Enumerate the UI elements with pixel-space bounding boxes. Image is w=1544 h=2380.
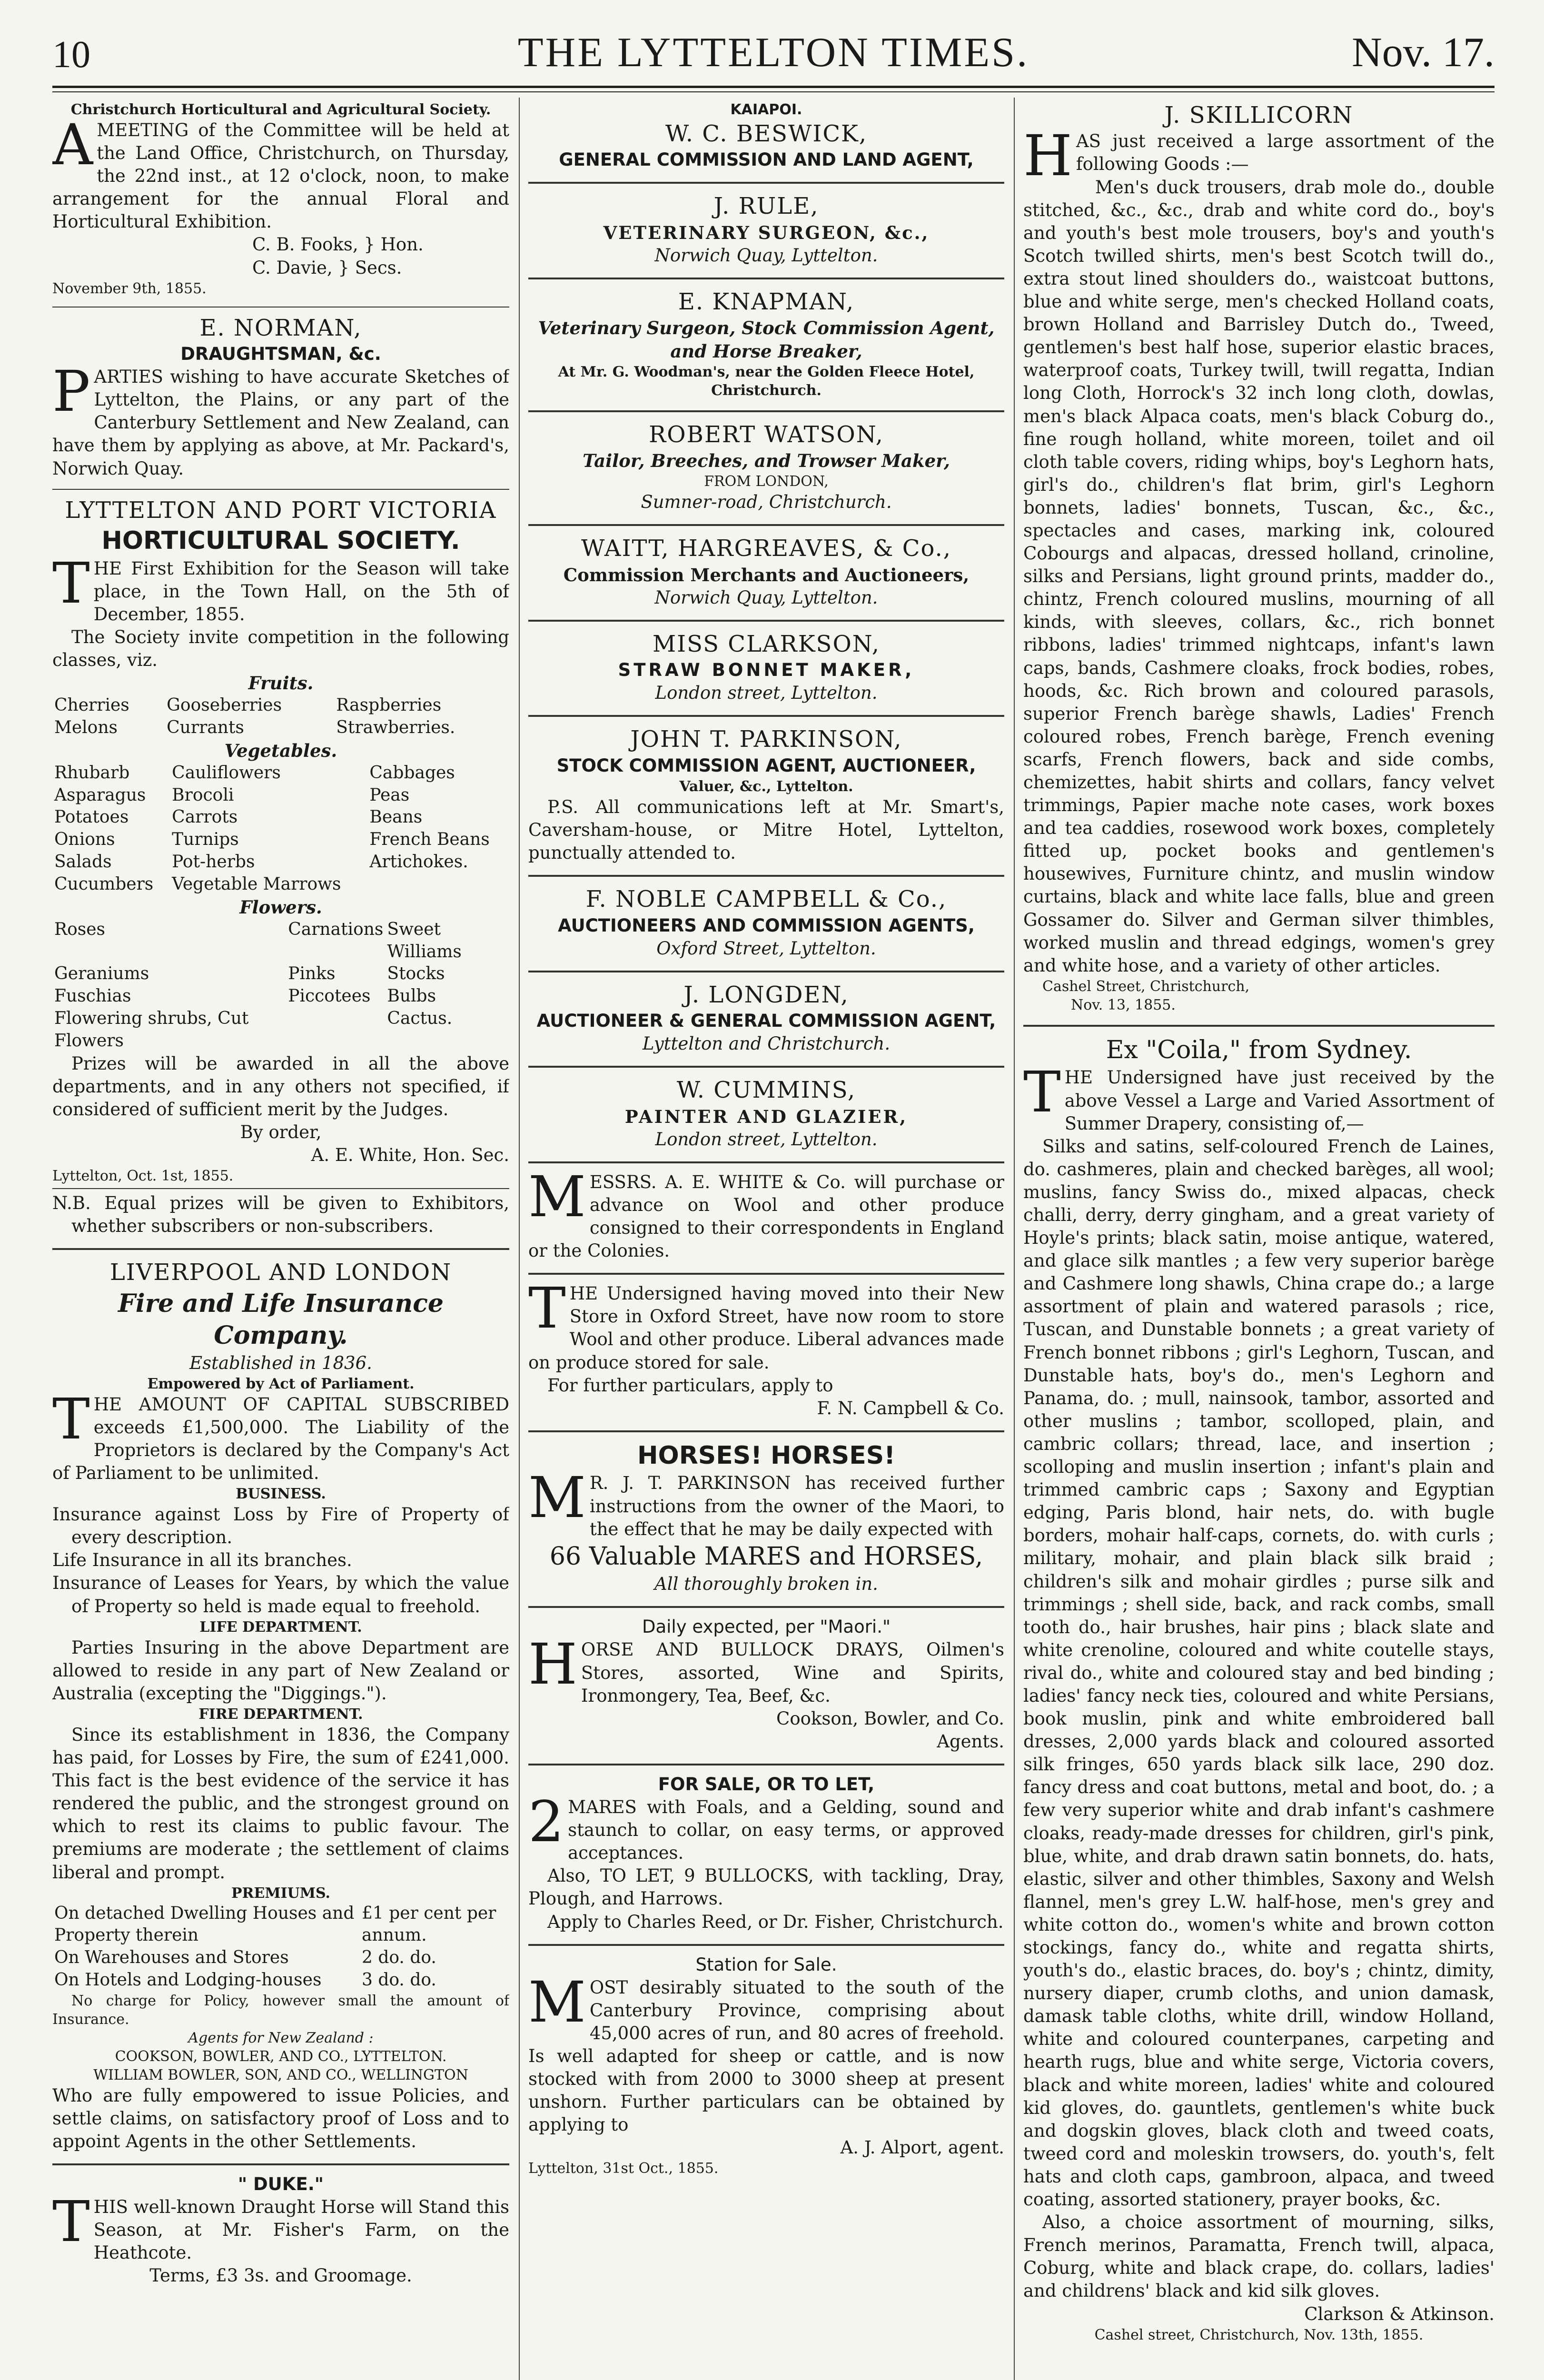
ad-separator [528,1066,1004,1068]
ad-body: THE Undersigned have just received by the above Vessel a Large and Varied Assortment of Summer Drapery, consisting of,— [1023,1059,1495,1134]
table-cell: On Warehouses and Stores [54,1948,289,1968]
ad-title: DRAUGHTSMAN, &c. [180,344,381,365]
ad-place: KAIAPOI. [730,101,802,118]
table-cell [286,1008,385,1052]
ad-heading: HORTICULTURAL SOCIETY. [101,526,460,555]
ad-signature: A. J. Alport, agent. [840,2137,1004,2158]
issue-date: Nov. 17. [1352,30,1495,76]
page-header [52,29,1495,81]
ad-name: J. LONGDEN, [683,981,849,1008]
insurance-ad [52,1255,509,2159]
flowers-table [52,919,509,1052]
list-label: Vegetables. [224,740,337,761]
table-cell: Flowering shrubs, Cut Flowers [54,1008,249,1051]
table-cell: French Beans [369,830,490,850]
ad-separator [528,1273,1004,1275]
ad-address: London street, Lyttelton. [655,1129,878,1150]
section-label: LIFE DEPARTMENT. [199,1618,362,1636]
ad-signature: Clarkson & Atkinson. [1304,2303,1495,2324]
table-row [52,919,509,963]
table-cell: Onions [54,830,115,850]
ad-body: MESSRS. A. E. WHITE & Co. will purchase or advance on Wool and other produce consigned to their correspondents in England or the Colonies. [528,1163,1004,1261]
table-row [52,806,509,829]
ad-heading: HORSES! HORSES! [637,1441,895,1470]
ad-body: Apply to Charles Reed, or Dr. Fisher, Christchurch. [547,1911,1004,1932]
agent-name: COOKSON, BOWLER, AND CO., LYTTELTON. [115,2048,447,2065]
ad-body: For further particulars, apply to [547,1375,833,1396]
ad-body: AMEETING of the Committee will be held at the Land Office, Christchurch, on Thursday, the 22nd inst., at 12 o'clock, noon, to make arrangement for the annual Floral and Horticultural Exhibition. [52,112,509,232]
coila-ad [1023,1031,1495,2350]
ad-body: Prizes will be awarded in all the above departments, and in any others not specified, if considered of sufficient merit by the Judges. [52,1053,509,1120]
table-cell: Potatoes [54,807,129,827]
ad-subheading: Established in 1836. [189,1352,372,1373]
table-row [52,985,509,1008]
table-cell: Turnips [172,830,239,850]
ad-body: THE First Exhibition for the Season will take place, in the Town Hall, on the 5th of December, 1855. [52,550,509,625]
ad-separator [52,1188,509,1189]
table-cell: Piccotees [288,986,371,1006]
ad-signature: C. Davie, } Secs. [252,257,402,278]
table-cell: 3 do. do. [362,1970,436,1990]
ad-signature: Agents. [937,1731,1004,1752]
ad-body: No charge for Policy, however small the amount of Insurance. [52,1992,509,2028]
horses-ad [528,1437,1004,1602]
table-row [52,873,509,896]
masthead-title: THE LYTTELTON TIMES. [517,30,1029,76]
ad-title: Tailor, Breeches, and Trowser Maker, [583,450,950,472]
section-label: BUSINESS. [236,1486,326,1503]
ad-separator [528,620,1004,622]
station-ad [528,1951,1004,2184]
ad-terms: Terms, £3 3s. and Groomage. [149,2265,412,2286]
table-row [52,1008,509,1052]
ad-body: Since its establishment in 1836, the Company has paid, for Losses by Fire, the sum of £241,000. This fact is the best evidence of the service it has rendered the public, and the strongest ground on which to rest its claims to public favour. The premiums are moderate ; the settlement of claims liberal and prompt. [52,1724,509,1883]
ad-date: November 9th, 1855. [52,280,207,297]
norman-ad [52,310,509,486]
ad-body: Also, TO LET, 9 BULLOCKS, with tackling, Dray, Plough, and Harrows. [528,1865,1004,1909]
ad-address: Oxford Street, Lyttelton. [656,938,876,959]
table-row [52,1969,509,1992]
ad-date: Cashel street, Christchurch, Nov. 13th, 1855. [1094,2326,1424,2343]
ad-date: Lyttelton, Oct. 1st, 1855. [52,1167,234,1184]
ad-title: Veterinary Surgeon, Stock Commission Agent, and Horse Breaker, [538,317,995,362]
section-label: PREMIUMS. [231,1884,330,1902]
table-cell: Artichokes. [369,852,468,872]
ad-name: MISS CLARKSON, [653,630,880,657]
table-row [52,851,509,873]
ad-from: FROM LONDON, [704,473,829,490]
ad-address: Lyttelton and Christchurch. [642,1033,891,1054]
ad-title: GENERAL COMMISSION AND LAND AGENT, [559,149,974,170]
ad-heading: " DUKE." [238,2174,324,2195]
ad-note: All thoroughly broken in. [654,1574,878,1595]
hort-society-ad [52,98,509,304]
ad-separator [528,182,1004,184]
ad-body: By order, [240,1121,322,1142]
list-item: Insurance against Loss by Fire of Property of every description. [52,1504,509,1548]
table-cell: Brocoli [172,785,234,805]
table-row [52,717,509,739]
ad-separator [52,2163,509,2165]
ad-separator [528,410,1004,412]
table-cell: Fuschias [54,986,131,1006]
clarkson-ad [528,626,1004,711]
ad-heading: LIVERPOOL AND LONDON [109,1259,452,1286]
ad-name: ROBERT WATSON, [649,421,884,448]
table-cell: Pinks [288,964,336,984]
ad-title: AUCTIONEERS AND COMMISSION AGENTS, [558,915,975,936]
ad-name: W. CUMMINS, [676,1077,856,1104]
table-cell: Geraniums [54,964,149,984]
ad-heading: Fire and Life Insurance Company. [118,1289,444,1350]
table-row [52,784,509,807]
moved-ad [528,1275,1004,1426]
ad-name: WAITT, HARGREAVES, & Co., [581,535,952,562]
table-cell: Asparagus [54,785,146,805]
ad-body: Parties Insuring in the above Department are allowed to reside in any part of New Zealand or Australia (excepting the "Diggings."). [52,1637,509,1704]
table-cell: Sweet Williams [387,919,462,962]
page-number: 10 [52,34,90,76]
vegetables-table [52,762,509,896]
ad-name: J. SKILLICORN [1164,102,1354,129]
ad-separator [528,715,1004,717]
ad-separator [528,971,1004,972]
ad-heading: FOR SALE, OR TO LET, [658,1774,875,1795]
column-divider [519,98,520,2380]
ad-heading: Station for Sale. [695,1954,837,1975]
table-cell: Carrots [172,807,238,827]
agent-name: WILLIAM BOWLER, SON, AND CO., WELLINGTON [93,2066,468,2083]
ad-body: Silks and satins, self-coloured French de Laines, do. cashmeres, plain and checked barèges, all wool; muslins, fancy Swiss do., mixed alpacas, check challi, derry, derry gingham, and a great variety of Hoyle's prints; black satin, moise antique, watered, and glace silk mantles ; a few very superior barège and Cashmere long shawls, China crape do.; a large assortment of plain and watered parasols ; rice, Tuscan, and Dunstable bonnets ; a great variety of French bonnet ribbons ; girl's Leghorn, Tuscan, and Dunstable hats, boy's do., men's Leghorn and Panama, do. ; mull, nainsook, tambor, assorted and other muslins ; tambor, scolloped, plain, and cambric collars; thread, lace, and insertion ; scolloping and muslin insertion ; infant's plain and trimmed cambric caps ; Saxony and Egyptian edging, Paris blond, hair nets, do. with bugle borders, mohair half-caps, cornets, do. with curls ; military, mohair, and plain black silk braid ; children's silk and mohair girdles ; purse silk and trimmings ; shell side, back, and rack combs, small tooth do., hair brushes, hair pins ; black slate and white crenoline, coloured and white coutelle stays, rival do., white and coloured stay and bed binding ; ladies' fancy neck ties, coloured and white Persians, book muslin, pink and white embroidered ball dresses, 2,000 yards black and coloured assorted silk fringes, 650 yards black silk lace, 290 doz. fancy dress and coat buttons, metal and boot, do. ; a few very superior white and drab infant's cashmere cloaks, ready-made dresses for children, girl's pink, blue, white, and drab drawn satin bonnets, do. hats, elastic, silver and other thimbles, Saxony and Welsh flannel, men's grey L.W. half-hose, men's grey and white cotton do., women's white and brown cotton stockings, fancy do., white and regatta shirts, youth's do., elastic braces, do. boy's ; chintz, dimity, nursery diaper, crumb cloths, and union damask, damask table cloths, white drill, window Holland, white and coloured counterpanes, carpeting and hearth rugs, blue and white serge, Victoria covers, black and white moreen, ladies' white and coloured kid gloves, do. gauntlets, gentlemen's white buck and dogskin gloves, black cloth and tweed coats, tweed cord and moleskin trowsers, do. youth's, felt hats and cloth caps, gambroon, alpaca, and tweed coating, assorted stationery, prayer books, &c. [1023,1136,1495,2210]
ad-separator [528,875,1004,877]
watson-ad [528,417,1004,520]
table-cell: Bulbs [387,986,436,1006]
table-cell: 2 do. do. [362,1948,436,1968]
cummins-ad [528,1072,1004,1157]
parkinson-ad [528,722,1004,870]
ad-address: Norwich Quay, Lyttelton. [654,587,878,608]
longden-ad [528,977,1004,1061]
ad-address: Cashel Street, Christchurch, [1042,978,1250,995]
fruits-table [52,694,509,739]
ad-title: AUCTIONEER & GENERAL COMMISSION AGENT, [536,1011,996,1031]
ad-body: Also, a choice assortment of mourning, silks, French merinos, Paramatta, French twill, alpaca, Coburg, white and black crape, do. collars, ladies' and childrens' black and kid silk gloves. [1023,2212,1495,2301]
table-cell: Beans [369,807,423,827]
section-label: FIRE DEPARTMENT. [198,1706,363,1723]
ad-separator [528,1430,1004,1432]
table-cell: Cherries [54,695,129,715]
ad-signature: C. B. Fooks, } Hon. [252,234,424,255]
table-cell: Vegetable Marrows [172,874,341,894]
table-cell: Salads [54,852,112,872]
ad-address: At Mr. G. Woodman's, near the Golden Fleece Hotel, Christchurch. [558,363,975,399]
ad-title: STRAW BONNET MAKER, [618,660,915,681]
ad-body: MOST desirably situated to the south of the Canterbury Province, comprising about 45,000 acres of run, and 80 acres of freehold. Is well adapted for sheep or cattle, and is now stocked with from 2000 to 3000 sheep at present unshorn. Further particulars can be obtained by applying to [528,1969,1004,2135]
column-middle [528,98,1004,2380]
table-cell: Raspberries [336,695,442,715]
list-label: Fruits. [248,673,314,694]
table-cell: Cactus. [387,1008,453,1028]
ad-body: The Society invite competition in the following classes, viz. [52,626,509,670]
ad-body: HAS just received a large assortment of the following Goods :— [1023,123,1495,189]
table-row [52,963,509,985]
ad-heading: Ex "Coila," from Sydney. [1106,1035,1412,1064]
ad-separator [528,1606,1004,1608]
drays-ad [528,1613,1004,1759]
ad-body: HORSE AND BULLOCK DRAYS, Oilmen's Stores, assorted, Wine and Spirits, Ironmongery, Tea, Beef, &c. [528,1631,1004,1706]
ad-note: N.B. Equal prizes will be given to Exhibitors, whether subscribers or non-subscribers. [52,1192,509,1237]
table-cell: Stocks [387,964,445,984]
rule-ad [528,188,1004,273]
ad-heading: LYTTELTON AND PORT VICTORIA [65,496,497,524]
table-cell: £1 per cent per annum. [362,1903,496,1945]
table-cell: Roses [54,919,106,939]
ad-address: Sumner-road, Christchurch. [641,492,892,513]
ad-title: PAINTER AND GLAZIER, [624,1106,908,1127]
table-cell: Carnations [288,919,384,939]
column-left [52,98,509,2380]
table-cell: Gooseberries [167,695,282,715]
ad-date: Nov. 13, 1855. [1071,996,1176,1013]
table-cell [367,873,509,896]
table-row [52,1903,509,1947]
header-rule-thin [52,91,1495,92]
ad-body: Men's duck trousers, drab mole do., double stitched, &c., &c., drab and white cord do., boy's and youth's best mole trousers, boy's and youth's Scotch twilled shirts, men's best Scotch twill do., extra stout lined shoulders do., waistcoat buttons, blue and white serge, men's checked Holland coats, brown Holland and Barrisley Dutch do., Tweed, gentlemen's best half hose, superior elastic braces, waterproof coats, Turkey twill, twill regatta, Indian long Cloth, Horrock's 32 inch long cloth, dowlas, men's black Alpaca coats, men's black Coburg do., fine rough holland, white moreen, toilet and oil cloth table covers, riding whips, boy's Leghorn hats, girl's do., children's flat brim, girl's Leghorn bonnets, ladies' bonnets, Tuscan, &c., &c., spectacles and cases, marking ink, coloured Cobourgs and alpacas, dressed holland, crinoline, silks and Persians, light ground prints, madder do., chintz, French coloured muslins, mourning of all kinds, with sleeves, collars, &c., rich bonnet ribbons, ladies' trimmed nightcaps, infant's lawn caps, bands, Cashmere cloaks, frock bodies, robes, hoods, &c. Rich brown and coloured parasols, superior French barège shawls, Ladies' French coloured robes, French barège, French evening scarfs, French flowers, back and side combs, chemizettes, habit shirts and collars, fancy velvet trimmings, Papier mache note cases, work boxes and tea caddies, rosewood work boxes, completely fitted up, pocket books and gentlemen's housewives, Furniture chintz, and muslin window curtains, black and white lace falls, blue and green Gossamer do. Silver and German silver thimbles, worked muslin and thread edgings, women's grey and white hose, and a variety of other articles. [1023,177,1495,976]
list-item: Life Insurance in all its branches. [52,1550,352,1571]
table-cell: Pot-herbs [172,852,255,872]
ad-signature: A. E. White, Hon. Sec. [311,1144,509,1165]
knapman-ad [528,284,1004,406]
skillicorn-ad [1023,98,1495,1020]
ad-name: JOHN T. PARKINSON, [630,726,902,753]
ad-title: VETERINARY SURGEON, &c., [603,222,930,243]
ad-body: PARTIES wishing to have accurate Sketches of Lyttelton, the Plains, or any part of the Canterbury Settlement and New Zealand, can have them by applying as above, at Mr. Packard's, Norwich Quay. [52,358,509,479]
ad-signature: F. N. Campbell & Co. [817,1398,1004,1418]
table-cell: Cabbages [369,763,455,783]
ad-separator [528,278,1004,279]
lpv-hort-ad [52,493,509,1244]
table-cell: Melons [54,717,118,737]
column-right [1023,98,1495,2380]
ad-title: Commission Merchants and Auctioneers, [563,564,970,585]
section-label: Agents for New Zealand : [188,2029,374,2046]
ad-body: 2MARES with Foals, and a Gelding, sound and staunch to collar, on easy terms, or approved acceptances. [528,1789,1004,1864]
ad-name: W. C. BESWICK, [665,120,868,147]
ad-body: P.S. All communications left at Mr. Smart's, Caversham-house, or Mitre Hotel, Lyttelton, punctually attended to. [528,796,1004,863]
table-row [52,1947,509,1969]
table-row [52,762,509,784]
ad-signature: Cookson, Bowler, and Co. [776,1708,1004,1729]
ad-separator [52,489,509,490]
ad-separator [52,1248,509,1250]
table-cell: Cauliflowers [172,763,281,783]
column-divider [1014,98,1015,2380]
table-cell: Peas [369,785,410,805]
ad-separator [1023,1025,1495,1027]
ad-heading: Daily expected, per "Maori." [642,1616,891,1637]
waitt-ad [528,531,1004,615]
table-cell: On detached Dwelling Houses and Property therein [54,1903,355,1945]
ad-body: MR. J. T. PARKINSON has received further instructions from the owner of the Maori, to the effect that he may be daily expected with [528,1465,1004,1539]
ad-body: THE AMOUNT OF CAPITAL SUBSCRIBED exceeds £1,500,000. The Liability of the Proprietors is declared by the Company's Act of Parliament to be unlimited. [52,1386,509,1484]
campbell-ad [528,882,1004,966]
ad-subtitle: Valuer, &c., Lyttelton. [679,778,853,795]
ad-body: Who are fully empowered to issue Policies, and settle claims, on satisfactory proof of Loss and to appoint Agents in the other Settlements. [52,2085,509,2152]
table-cell: Rhubarb [54,763,130,783]
ad-body: THE Undersigned having moved into their New Store in Oxford Street, have now room to store Wool and other produce. Liberal advances made on produce stored for sale. [528,1275,1004,1373]
ad-name: E. NORMAN, [199,314,362,341]
ad-address: Norwich Quay, Lyttelton. [654,245,878,266]
table-cell: Cucumbers [54,874,154,894]
table-cell: Strawberries. [336,717,455,737]
ad-name: J. RULE, [713,193,819,220]
table-cell: On Hotels and Lodging-houses [54,1970,322,1990]
ad-separator [528,524,1004,526]
ad-heading: Christchurch Horticultural and Agricultural Society. [70,101,491,118]
list-label: Flowers. [239,896,322,918]
ad-subheading: Empowered by Act of Parliament. [147,1375,415,1392]
ad-title: STOCK COMMISSION AGENT, AUCTIONEER, [556,755,976,776]
table-row [52,829,509,851]
ad-name: F. NOBLE CAMPBELL & Co., [585,886,947,913]
ad-separator [528,1944,1004,1946]
ad-address: London street, Lyttelton. [655,683,878,704]
table-row [52,694,509,717]
white-ad [528,1163,1004,1268]
ad-name: E. KNAPMAN, [678,288,855,316]
beswick-ad [528,98,1004,177]
ad-separator [528,1764,1004,1765]
ad-body: THIS well-known Draught Horse will Stand this Season, at Mr. Fisher's Farm, on the Heathcote. [52,2189,509,2263]
list-item: Insurance of Leases for Years, by which the value of Property so held is made equal to freehold. [52,1573,509,1616]
ad-count: 66 Valuable MARES and HORSES, [549,1542,983,1571]
premiums-table [52,1903,509,1992]
ad-date: Lyttelton, 31st Oct., 1855. [528,2160,719,2177]
header-rule [52,86,1495,88]
ad-separator [528,1161,1004,1163]
table-cell: Currants [167,717,244,737]
forsale-ad [528,1770,1004,1939]
duke-ad [52,2170,509,2293]
